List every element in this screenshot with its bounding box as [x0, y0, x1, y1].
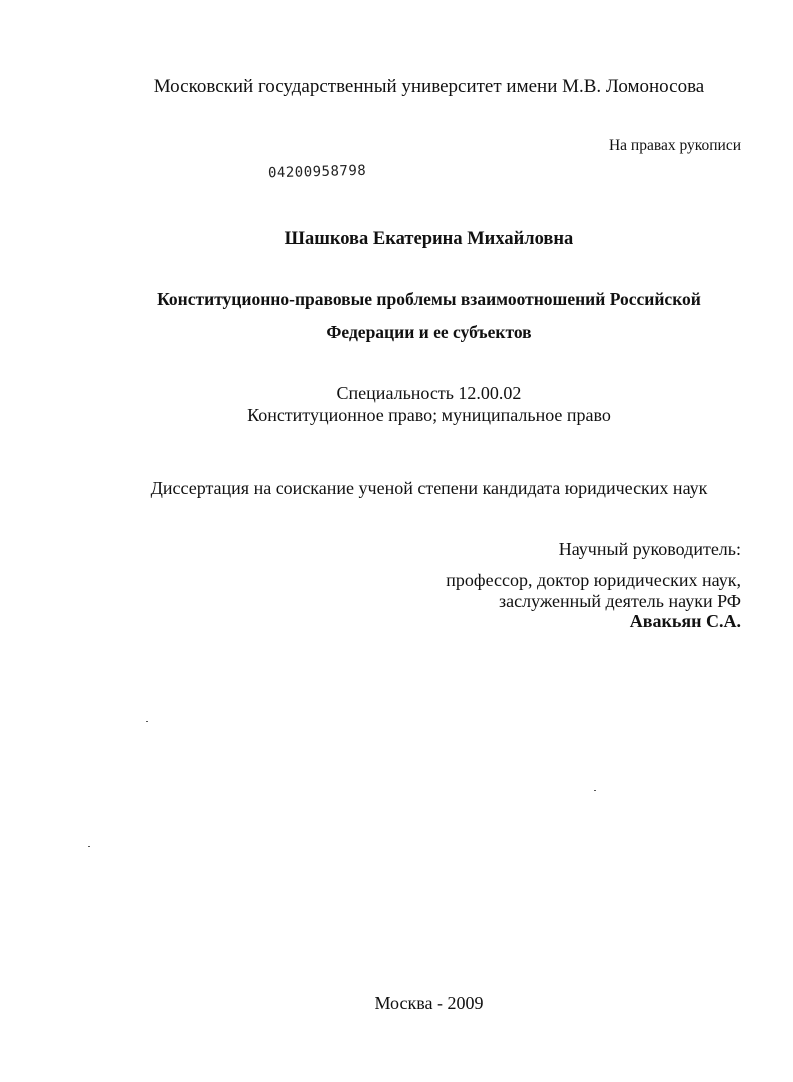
archive-number-stamp: 04200958798: [267, 162, 367, 182]
university-name: Московский государственный университет имени М.В. Ломоносова: [153, 76, 705, 97]
specialty-code: Специальность 12.00.02: [336, 383, 522, 403]
scan-speck: [146, 721, 148, 722]
advisor-rank: профессор, доктор юридических наук,: [446, 570, 741, 590]
degree-statement: Диссертация на соискание ученой степени кандидата юридических наук: [150, 478, 708, 498]
author-name: Шашкова Екатерина Михайловна: [284, 229, 574, 249]
city-year: Москва - 2009: [374, 993, 484, 1013]
dissertation-title-line-2: Федерации и ее субъектов: [326, 322, 532, 342]
advisor-honor: заслуженный деятель науки РФ: [499, 591, 741, 611]
advisor-name: Авакьян С.А.: [629, 611, 741, 631]
advisor-heading: Научный руководитель:: [558, 539, 741, 559]
scan-speck: [594, 790, 596, 791]
specialty-name: Конституционное право; муниципальное право: [247, 405, 611, 425]
dissertation-title-line-1: Конституционно-правовые проблемы взаимоотношений Российской: [157, 289, 701, 309]
manuscript-rights-note: На правах рукописи: [608, 137, 741, 154]
scan-speck: [88, 846, 90, 847]
